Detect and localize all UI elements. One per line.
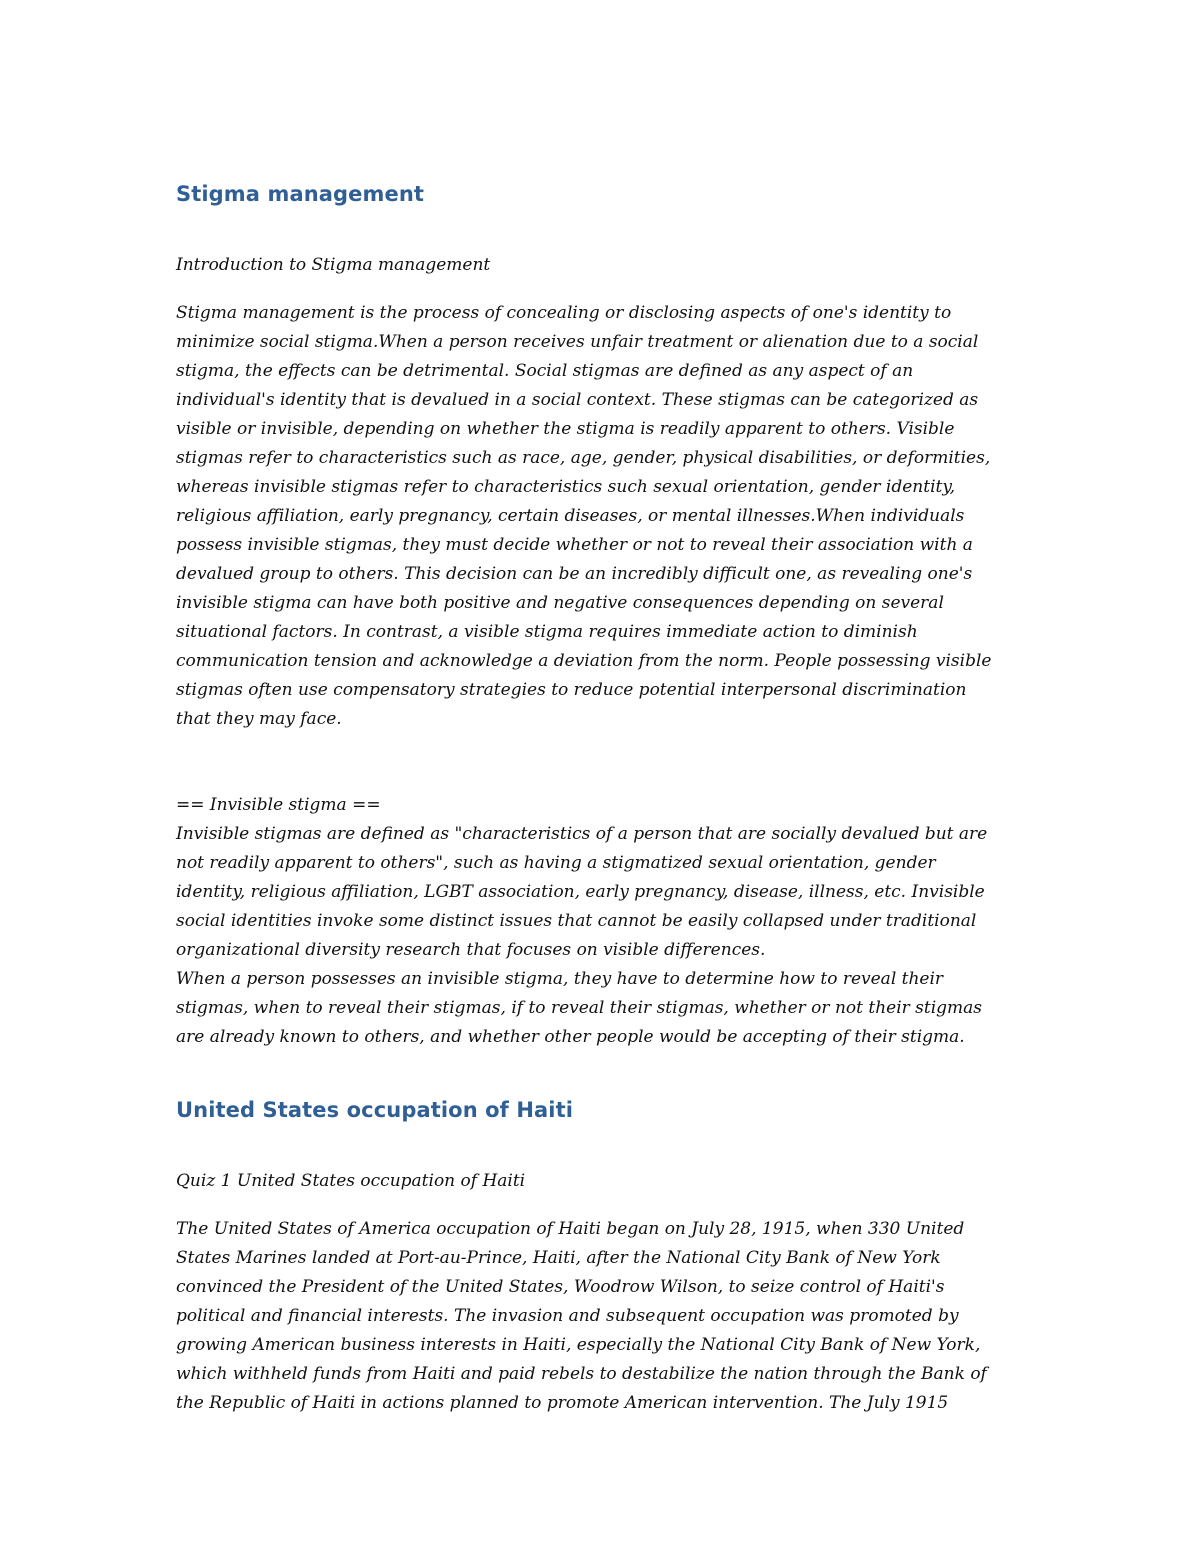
text-line: not readily apparent to others", such as having a stigmatized sexual orientation, gender — [176, 853, 936, 873]
text-line: convinced the President of the United States, Woodrow Wilson, to seize control of Haiti's — [176, 1277, 945, 1297]
text-line: communication tension and acknowledge a deviation from the norm. People possessing visible — [176, 651, 992, 671]
section-heading-us-occupation-haiti: United States occupation of Haiti — [176, 1098, 574, 1122]
text-line: whereas invisible stigmas refer to characteristics such sexual orientation, gender identity, — [176, 477, 956, 497]
text-line: possess invisible stigmas, they must decide whether or not to reveal their association with a — [176, 535, 973, 555]
text-line: visible or invisible, depending on whether the stigma is readily apparent to others. Visible — [176, 419, 955, 439]
section-subtitle-haiti: Quiz 1 United States occupation of Haiti — [176, 1171, 526, 1191]
text-line: invisible stigma can have both positive and negative consequences depending on several — [176, 593, 944, 613]
text-line: which withheld funds from Haiti and paid rebels to destabilize the nation through the Bank of — [176, 1364, 987, 1384]
subsection-marker: == Invisible stigma == — [176, 795, 381, 815]
text-line: When a person possesses an invisible stigma, they have to determine how to reveal their — [176, 969, 944, 989]
text-line: stigmas, when to reveal their stigmas, if to reveal their stigmas, whether or not their stigmas — [176, 998, 983, 1018]
text-line: The United States of America occupation of Haiti began on July 28, 1915, when 330 United — [176, 1219, 965, 1239]
paragraph-stigma-intro — [176, 299, 1026, 734]
text-line: minimize social stigma.When a person receives unfair treatment or alienation due to a social — [176, 332, 979, 352]
document-content — [176, 176, 1026, 1418]
section-subtitle-stigma: Introduction to Stigma management — [176, 255, 491, 275]
text-line: stigmas refer to characteristics such as race, age, gender, physical disabilities, or deformities, — [176, 448, 991, 468]
text-line: situational factors. In contrast, a visible stigma requires immediate action to diminish — [176, 622, 918, 642]
text-line: Invisible stigmas are defined as "characteristics of a person that are socially devalued but are — [176, 824, 988, 844]
text-line: stigma, the effects can be detrimental. Social stigmas are defined as any aspect of an — [176, 361, 914, 381]
text-line: social identities invoke some distinct issues that cannot be easily collapsed under traditional — [176, 911, 977, 931]
text-line: individual's identity that is devalued in a social context. These stigmas can be categorized as — [176, 390, 979, 410]
text-line: that they may face. — [176, 709, 342, 729]
paragraph-invisible-stigma — [176, 791, 1026, 1052]
text-line: are already known to others, and whether other people would be accepting of their stigma. — [176, 1027, 965, 1047]
text-line: devalued group to others. This decision can be an incredibly difficult one, as revealing one's — [176, 564, 973, 584]
text-line: organizational diversity research that focuses on visible differences. — [176, 940, 766, 960]
text-line: stigmas often use compensatory strategies to reduce potential interpersonal discrimination — [176, 680, 967, 700]
text-line: the Republic of Haiti in actions planned to promote American intervention. The July 1915 — [176, 1393, 949, 1413]
paragraph-haiti-body — [176, 1215, 1026, 1418]
text-line: identity, religious affiliation, LGBT association, early pregnancy, disease, illness, etc. Invisible — [176, 882, 985, 902]
text-line: political and financial interests. The invasion and subsequent occupation was promoted by — [176, 1306, 959, 1326]
text-line: States Marines landed at Port-au-Prince, Haiti, after the National City Bank of New York — [176, 1248, 941, 1268]
section-heading-stigma-management: Stigma management — [176, 182, 425, 206]
text-line: Stigma management is the process of concealing or disclosing aspects of one's identity to — [176, 303, 952, 323]
text-line: growing American business interests in Haiti, especially the National City Bank of New York, — [176, 1335, 981, 1355]
text-line: religious affiliation, early pregnancy, certain diseases, or mental illnesses.When individuals — [176, 506, 965, 526]
